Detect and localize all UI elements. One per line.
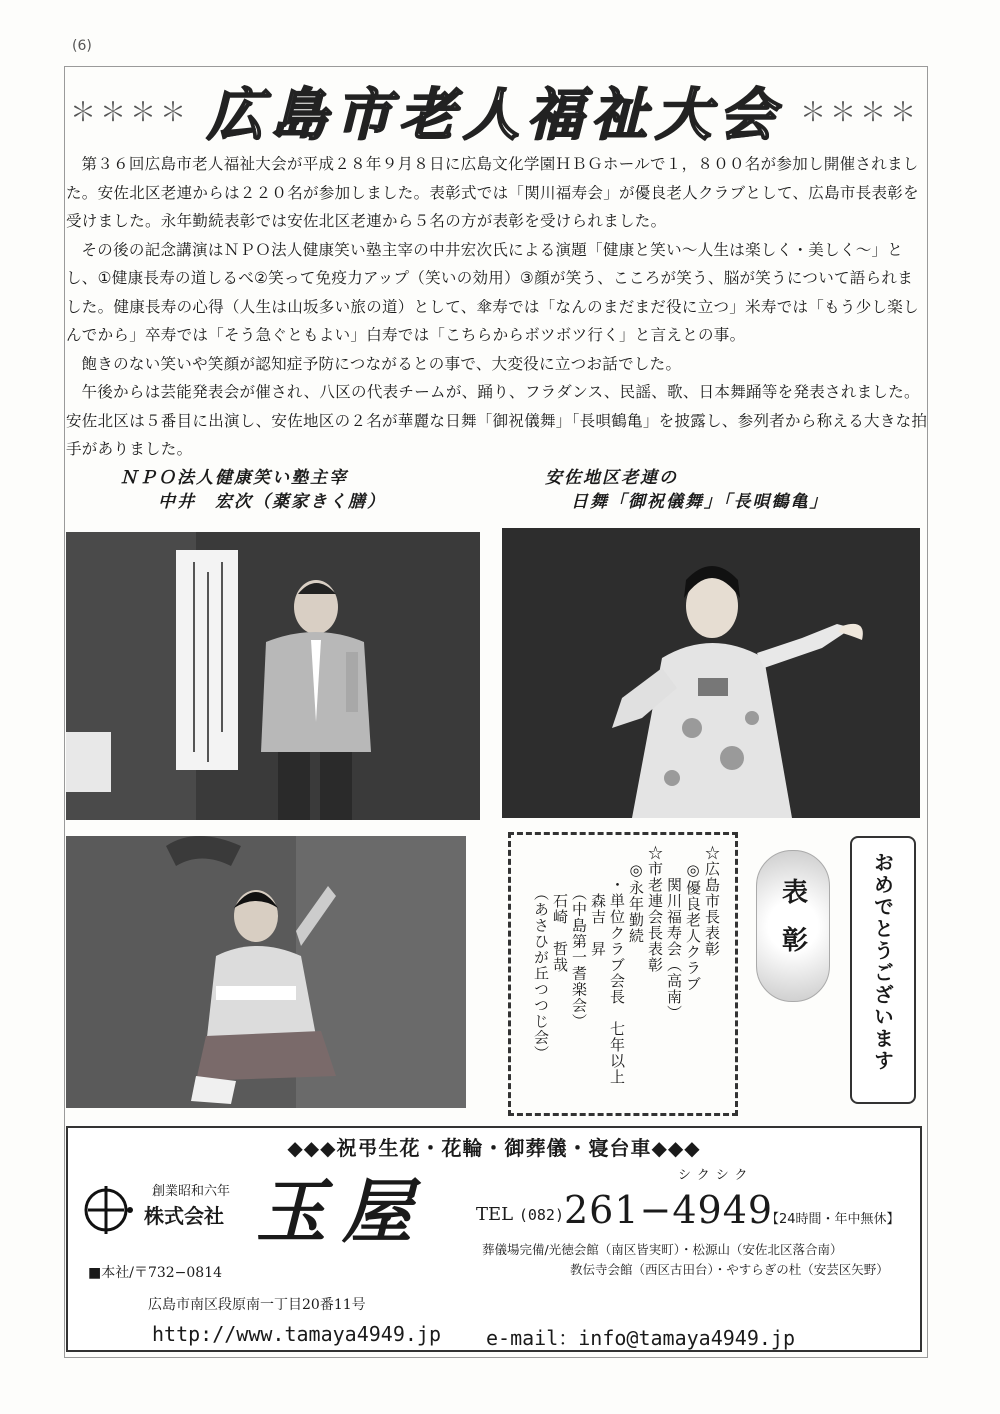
ad-hours: 【24時間・年中無休】 xyxy=(766,1212,900,1227)
award-line: 関川福寿会（高南） xyxy=(665,845,683,1021)
company-logo-icon xyxy=(82,1184,134,1236)
photo-speaker xyxy=(66,532,480,820)
page-title: 広島市老人福祉大会 xyxy=(207,82,783,148)
photo1-caption xyxy=(120,466,386,514)
photo2-caption xyxy=(545,466,829,514)
venue-line: 葬儀場完備/光徳会館（南区皆実町）・松源山（安佐北区落合南） xyxy=(482,1242,843,1257)
congrats-text: おめでとうございます xyxy=(870,852,895,1072)
award-badge xyxy=(756,850,830,1002)
awards-list xyxy=(531,845,721,1107)
article-paragraph: 第３６回広島市老人福祉大会が平成２８年９月８日に広島文化学園ＨＢＧホールで１，８００名が参加し開催されました。安佐北区老連からは２２０名が参加しました。表彰式では「関川福寿会」が優良老人クラブとして、広島市長表彰を受けました。永年勤続表彰では安佐北区老連から５名の方が表彰を受けられました。 xyxy=(66,155,919,230)
awards-box xyxy=(508,832,738,1116)
caption-line: 中井 宏次（薬家きく膳） xyxy=(158,492,386,512)
tel-area-code: (082) xyxy=(518,1206,564,1224)
award-line: ・単位クラブ会長 七年以上 xyxy=(608,845,626,1085)
ad-company-type: 株式会社 xyxy=(144,1204,224,1228)
ad-brand-name: 玉屋 xyxy=(256,1170,428,1253)
ad-address: 広島市南区段原南一丁目20番11号 xyxy=(148,1297,366,1313)
ad-tel-ruby: シクシク xyxy=(678,1168,754,1183)
award-line: 森吉 昇 xyxy=(589,845,607,957)
award-badge-label: 表彰 xyxy=(777,878,808,974)
tamaya-advertisement xyxy=(66,1126,922,1352)
article-paragraph: 飽きのない笑いや笑顔が認知症予防につながるとの事で、大変役に立つお話でした。 xyxy=(81,354,682,373)
ad-venues xyxy=(482,1240,889,1280)
ad-headline: ◆◆◆祝弔生花・花輪・御葬儀・寝台車◆◆◆ xyxy=(287,1136,701,1160)
article-body xyxy=(66,150,928,464)
caption-line: 安佐地区老連の xyxy=(545,468,678,488)
ad-tel-label xyxy=(476,1204,564,1225)
caption-line: ＮＰＯ法人健康笑い塾主宰 xyxy=(120,468,348,488)
award-line: ◎優良老人クラブ xyxy=(684,845,702,992)
award-line: 石崎 哲哉 xyxy=(551,845,569,973)
award-line: ☆市老連会長表彰 xyxy=(646,845,664,973)
award-line: ◎永年勤続 xyxy=(627,845,645,944)
article-paragraph: その後の記念講演はＮＰＯ法人健康笑い塾主宰の中井宏次氏による演題「健康と笑い～人生は楽しく・美しく～」とし、①健康長寿の道しるべ②笑って免疫力アップ（笑いの効用）③顔が笑う、こころが笑う、脳が笑うについて語られました。健康長寿の心得（人生は山坂多い旅の道）として、傘寿では「なんのまだまだ役に立つ」米寿では「もう少し楽しんでから」卒寿では「そう急ぐともよい」白寿では「こちらからボツボツ行く」と言えとの事。 xyxy=(66,240,919,344)
venue-line: 教伝寺会館（西区古田台）・やすらぎの杜（安芸区矢野） xyxy=(570,1262,889,1277)
ad-founded: 創業昭和六年 xyxy=(152,1184,231,1199)
title-row xyxy=(64,76,926,146)
article-paragraph: 午後からは芸能発表会が催され、八区の代表チームが、踊り、フラダンス、民謡、歌、日本舞踊等を発表されました。安佐北区は５番目に出演し、安佐地区の２名が華麗な日舞「御祝儀舞」「長唄鶴亀」を披露し、参列者から称える大きな拍手がありました。 xyxy=(66,383,928,458)
stars-left: ＊＊＊＊ xyxy=(70,98,191,128)
page-number: (6) xyxy=(72,38,92,54)
caption-line: 日舞「御祝儀舞」「長唄鶴亀」 xyxy=(571,492,829,512)
ad-headquarters: ■本社/〒732−0814 xyxy=(88,1265,223,1281)
ad-tel-number: 261−4949 xyxy=(564,1188,774,1232)
tel-label: TEL xyxy=(476,1204,514,1225)
photo-dancer-fan xyxy=(502,528,920,818)
stars-right: ＊＊＊＊ xyxy=(799,98,920,128)
photo-kneeling-dancer xyxy=(66,836,466,1108)
award-line: ☆広島市長表彰 xyxy=(703,845,721,957)
award-line: （あさひが丘つつじ会） xyxy=(532,845,550,1062)
ad-email-link[interactable]: e-mail：info@tamaya4949.jp xyxy=(486,1326,795,1350)
award-line: （中島第一耆楽会） xyxy=(570,845,588,1030)
congrats-banner xyxy=(850,836,916,1104)
ad-website-link[interactable]: http://www.tamaya4949.jp xyxy=(152,1322,441,1346)
